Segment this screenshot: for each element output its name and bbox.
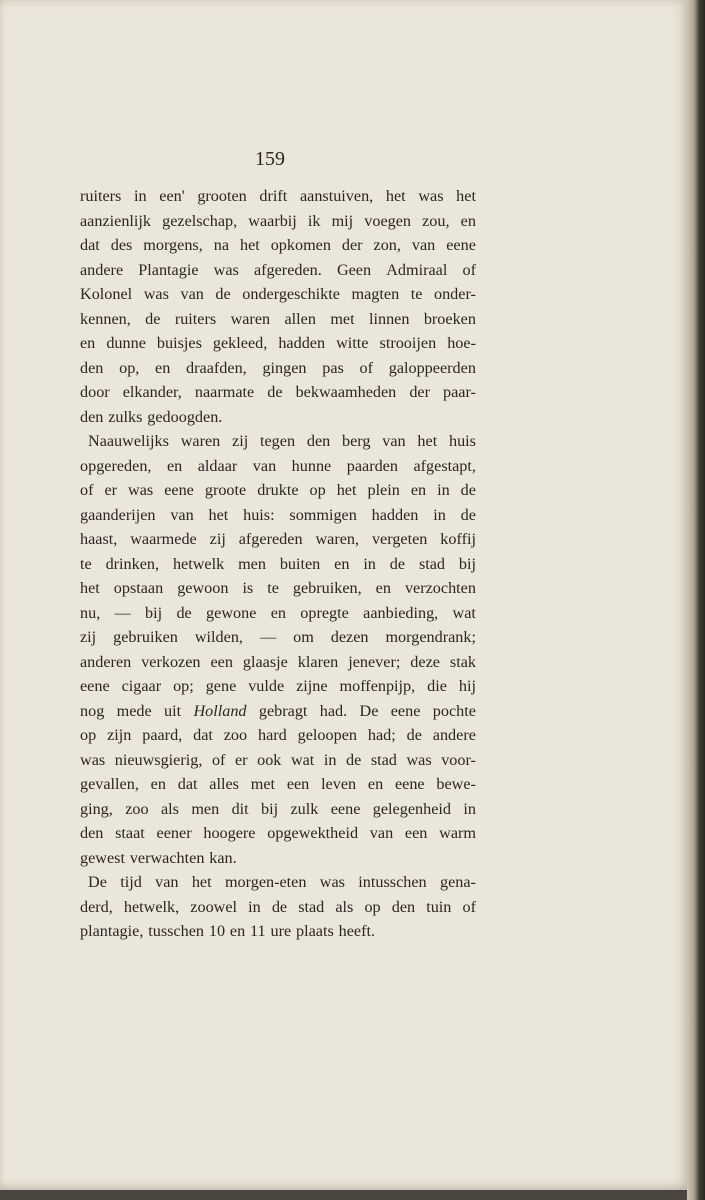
text-line: opgereden, en aldaar van hunne paarden afgestapt,	[80, 456, 476, 475]
text-line: den zulks gedoogden.	[80, 407, 223, 426]
body-text	[80, 184, 476, 944]
text-line: aanzienlijk gezelschap, waarbij ik mij voegen zou, en	[80, 211, 476, 230]
text-line: andere Plantagie was afgereden. Geen Admiraal of	[80, 260, 476, 279]
text-line: was nieuwsgierig, of er ook wat in de stad was voor-	[80, 750, 476, 769]
text-line: den staat eener hoogere opgewektheid van een warm	[80, 824, 476, 842]
text-line: anderen verkozen een glaasje klaren jenever; deze stak	[80, 652, 476, 671]
text-line: te drinken, hetwelk men buiten en in de stad bij	[80, 554, 476, 573]
page-number: 159	[255, 148, 285, 170]
text-line: gaanderijen van het huis: sommigen hadden in de	[80, 505, 476, 524]
text-line: nog mede uit Holland gebragt had. De eene pochte	[80, 701, 476, 720]
text-line: en dunne buisjes gekleed, hadden witte strooijen hoe-	[80, 334, 476, 352]
text-line: zij gebruiken wilden, — om dezen morgendrank;	[80, 628, 476, 646]
paragraph	[80, 870, 476, 944]
text-line: Kolonel was van de ondergeschikte magten te onder-	[80, 285, 476, 303]
text-line: of er was eene groote drukte op het plein en in de	[80, 481, 476, 499]
text-line: door elkander, naarmate de bekwaamheden der paar-	[80, 383, 476, 401]
text-line: haast, waarmede zij afgereden waren, vergeten koffij	[80, 530, 476, 548]
text-line: dat des morgens, na het opkomen der zon, van eene	[80, 236, 476, 254]
text-line: op zijn paard, dat zoo hard geloopen had; de andere	[80, 726, 476, 744]
text-line: kennen, de ruiters waren allen met linnen broeken	[80, 309, 476, 328]
page-edge	[687, 0, 705, 1200]
text-line: ging, zoo als men dit bij zulk eene gelegenheid in	[80, 799, 476, 818]
text-line: den op, en draafden, gingen pas of galoppeerden	[80, 358, 476, 377]
text-line: Naauwelijks waren zij tegen den berg van het huis	[88, 432, 476, 450]
text-line: gevallen, en dat alles met een leven en eene bewe-	[80, 775, 476, 793]
text-line: het opstaan gewoon is te gebruiken, en verzochten	[80, 579, 476, 597]
paragraph	[80, 184, 476, 429]
text-line: nu, — bij de gewone en opregte aanbieding, wat	[80, 603, 476, 622]
text-line: eene cigaar op; gene vulde zijne moffenpijp, die hij	[80, 677, 476, 695]
paragraph	[80, 429, 476, 870]
text-line: derd, hetwelk, zoowel in de stad als op den tuin of	[80, 897, 476, 916]
text-line: ruiters in een' grooten drift aanstuiven, het was het	[80, 187, 476, 205]
text-line: De tijd van het morgen-eten was intusschen gena-	[88, 873, 476, 891]
text-line: plantagie, tusschen 10 en 11 ure plaats heeft.	[80, 922, 376, 940]
text-line: gewest verwachten kan.	[80, 848, 237, 867]
